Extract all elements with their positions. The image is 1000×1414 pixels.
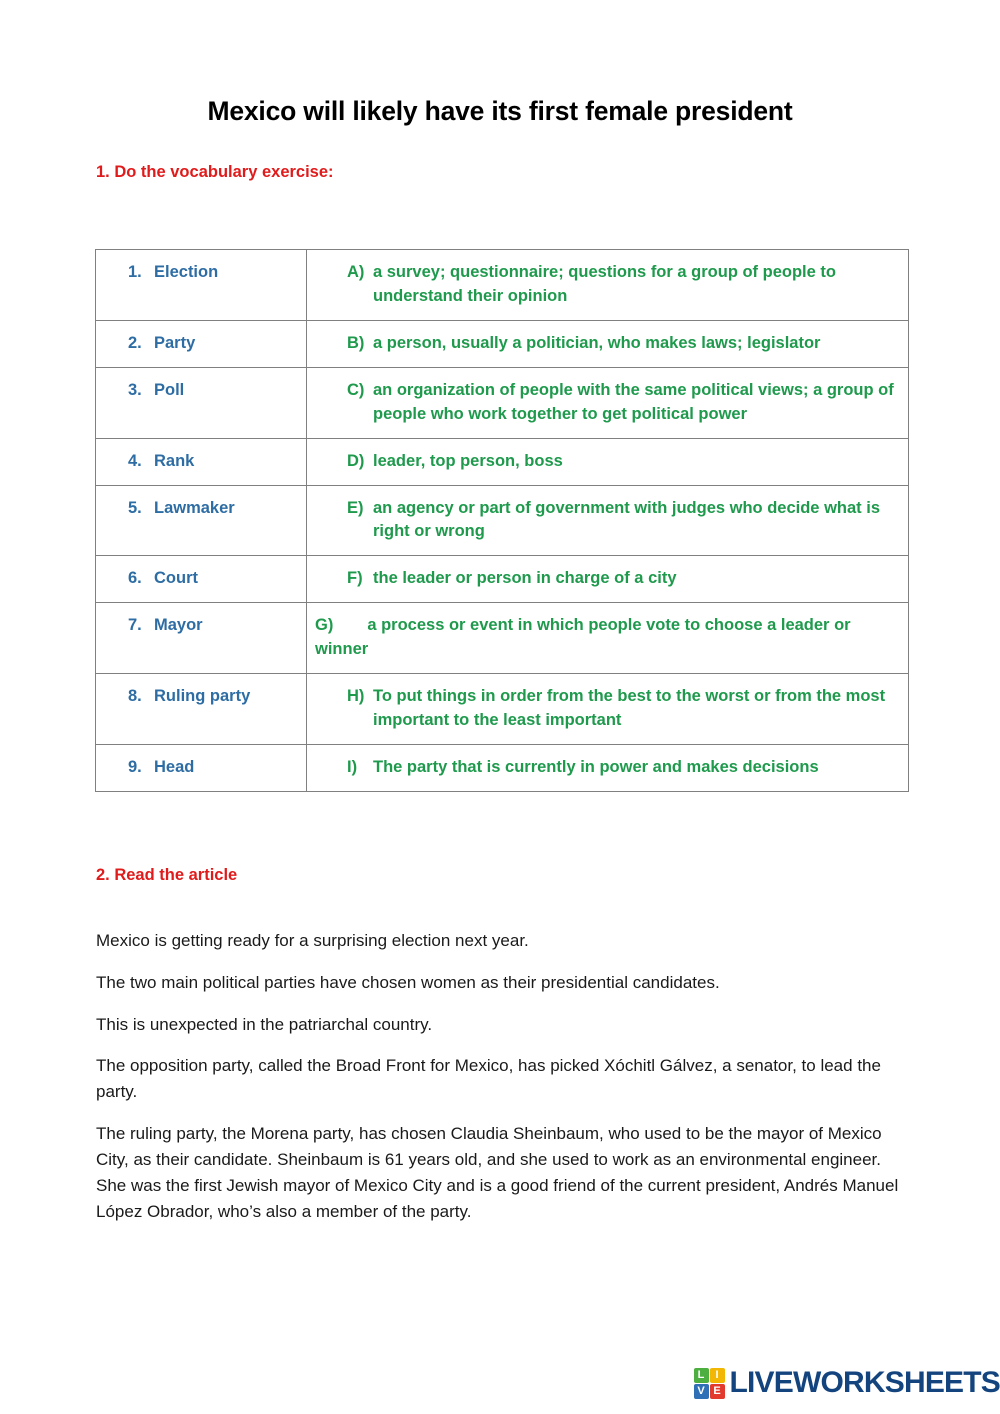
term-number: 7. — [128, 616, 142, 635]
definition-text: The party that is currently in power and makes decisions — [373, 757, 819, 776]
table-row — [96, 485, 909, 556]
table-row — [96, 556, 909, 603]
term-word: Election — [154, 263, 219, 281]
term-cell[interactable] — [96, 556, 307, 603]
definition-letter: H) — [347, 687, 365, 706]
liveworksheets-logo — [694, 1366, 1000, 1400]
term-word: Party — [154, 333, 196, 352]
definition-text: an agency or part of government with judges who decide what is right or wrong — [373, 498, 880, 541]
table-row — [96, 674, 909, 745]
logo-tile-l: L — [694, 1368, 709, 1383]
definition-cell[interactable] — [307, 485, 909, 556]
definition-cell[interactable] — [307, 556, 909, 603]
term-number: 2. — [128, 333, 142, 352]
article-body — [96, 928, 908, 1224]
definition-cell[interactable] — [307, 438, 909, 485]
term-cell[interactable] — [96, 320, 307, 367]
term-cell[interactable] — [96, 438, 307, 485]
definition-letter: G) — [315, 616, 334, 635]
definition-letter: D) — [347, 451, 365, 470]
definition-text: a survey; questionnaire; questions for a group of people to understand their opinion — [373, 263, 836, 305]
term-word: Head — [154, 757, 195, 776]
definition-cell[interactable] — [307, 674, 909, 745]
definition-cell[interactable] — [307, 320, 909, 367]
term-word: Poll — [154, 380, 185, 399]
term-cell[interactable] — [96, 674, 307, 745]
table-row — [96, 250, 909, 321]
definition-letter: I) — [347, 757, 358, 776]
article-paragraph: The opposition party, called the Broad Front for Mexico, has picked Xóchitl Gálvez, a senator, to lead the party. — [96, 1056, 881, 1102]
definition-text: an organization of people with the same political views; a group of people who work together to get political power — [373, 380, 894, 423]
term-number: 8. — [128, 687, 142, 706]
logo-tile-v: V — [694, 1384, 709, 1399]
definition-text: a person, usually a politician, who makes laws; legislator — [373, 333, 821, 352]
term-cell[interactable] — [96, 744, 307, 791]
vocabulary-matching-table — [95, 249, 909, 792]
live-tiles-icon — [694, 1368, 725, 1399]
term-word: Mayor — [154, 616, 203, 635]
exercise-1-heading: 1. Do the vocabulary exercise: — [96, 163, 334, 181]
article-paragraph: Mexico is getting ready for a surprising election next year. — [96, 931, 529, 950]
definition-cell[interactable] — [307, 744, 909, 791]
term-number: 5. — [128, 498, 142, 517]
term-cell[interactable] — [96, 367, 307, 438]
definition-cell[interactable] — [307, 367, 909, 438]
definition-text: the leader or person in charge of a city — [373, 569, 677, 588]
logo-tile-i: I — [710, 1368, 725, 1383]
term-number: 1. — [128, 263, 142, 281]
table-row — [96, 744, 909, 791]
page-title: Mexico will likely have its first female president — [207, 96, 793, 126]
term-word: Court — [154, 569, 198, 588]
term-number: 9. — [128, 757, 142, 776]
table-row — [96, 603, 909, 674]
definition-text: leader, top person, boss — [373, 451, 563, 470]
article-paragraph: The ruling party, the Morena party, has chosen Claudia Sheinbaum, who used to be the mayor of Mexico City, as their candidate. Sheinbaum is 61 years old, and she used to work as an environmental engineer. She was the first Jewish mayor of Mexico City and is a good friend of the current president, Andrés Manuel López Obrador, who’s also a member of the party. — [96, 1124, 899, 1221]
exercise-2-heading: 2. Read the article — [96, 866, 238, 884]
table-row — [96, 320, 909, 367]
definition-cell[interactable] — [307, 250, 909, 321]
logo-tile-e: E — [710, 1384, 725, 1399]
term-number: 3. — [128, 380, 142, 399]
definition-letter: A) — [347, 263, 365, 281]
table-row — [96, 438, 909, 485]
term-cell[interactable] — [96, 250, 307, 321]
definition-letter: E) — [347, 498, 364, 517]
term-word: Rank — [154, 451, 195, 470]
definition-cell[interactable] — [307, 603, 909, 674]
definition-letter: F) — [347, 569, 363, 588]
definition-text: To put things in order from the best to the worst or from the most important to the least important — [373, 687, 886, 730]
article-paragraph: This is unexpected in the patriarchal country. — [96, 1014, 433, 1034]
definition-text: a process or event in which people vote to choose a leader or winner — [315, 616, 851, 659]
term-word: Lawmaker — [154, 498, 235, 517]
term-number: 6. — [128, 569, 142, 588]
term-word: Ruling party — [154, 687, 251, 706]
term-cell[interactable] — [96, 603, 307, 674]
definition-letter: B) — [347, 333, 365, 352]
definition-letter: C) — [347, 380, 365, 399]
table-row — [96, 367, 909, 438]
term-number: 4. — [128, 451, 142, 470]
logo-wordmark: LIVEWORKSHEETS — [729, 1366, 1000, 1399]
term-cell[interactable] — [96, 485, 307, 556]
article-paragraph: The two main political parties have chosen women as their presidential candidates. — [96, 972, 720, 992]
